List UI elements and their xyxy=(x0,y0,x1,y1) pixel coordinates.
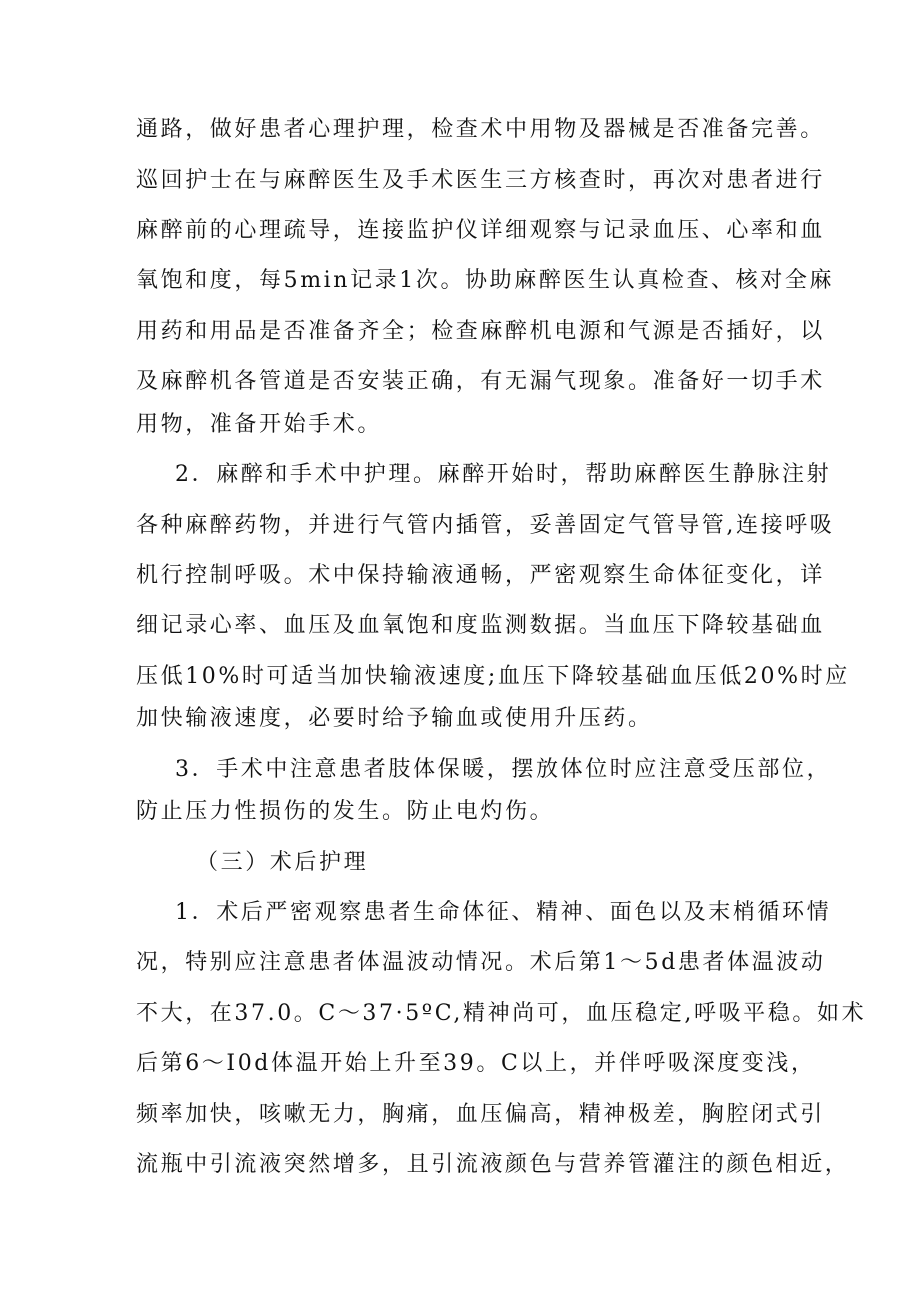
text-line-15: 防止压力性损伤的发生。防止电灼伤。 xyxy=(136,799,555,824)
text-line-3: 麻醉前的心理疏导，连接监护仪详细观察与记录血压、心率和血 xyxy=(136,218,825,243)
text-line-10: 机行控制呼吸。术中保持输液通畅，严密观察生命体征变化，详 xyxy=(136,563,825,588)
text-line-9: 各种麻醉药物，并进行气管内插管，妥善固定气管导管,连接呼吸 xyxy=(136,513,835,538)
text-line-11: 细记录心率、血压及血氧饱和度监测数据。当血压下降较基础血 xyxy=(136,613,825,638)
text-line-20: 后第6～I0d体温开始上升至39。C以上，并伴呼吸深度变浅， xyxy=(136,1051,816,1076)
section-heading: （三）术后护理 xyxy=(196,850,369,875)
text-line-5: 用药和用品是否准备齐全；检查麻醉机电源和气源是否插好，以 xyxy=(136,319,825,344)
text-line-13: 加快输液速度，必要时给予输血或使用升压药。 xyxy=(136,706,653,731)
text-line-4: 氧饱和度，每5min记录1次。协助麻醉医生认真检查、核对全麻 xyxy=(136,268,835,293)
text-line-19: 不大，在37.0。C～37·5ºC,精神尚可，血压稳定,呼吸平稳。如术 xyxy=(136,1001,867,1026)
text-line-2: 巡回护士在与麻醉医生及手术医生三方核查时，再次对患者进行 xyxy=(136,168,825,193)
text-line-7: 用物，准备开始手术。 xyxy=(136,412,383,437)
text-line-1: 通路，做好患者心理护理，检查术中用物及器械是否准备完善。 xyxy=(136,117,825,142)
paragraph-4-line-1: 1．术后严密观察患者生命体征、精神、面色以及末梢循环情 xyxy=(175,900,832,925)
text-line-18: 况，特别应注意患者体温波动情况。术后第1～5d患者体温波动 xyxy=(136,950,826,975)
text-line-21: 频率加快，咳嗽无力，胸痛，血压偏高，精神极差，胸腔闭式引 xyxy=(136,1102,825,1127)
paragraph-3-line-1: 3．手术中注意患者肢体保暖，摆放体位时应注意受压部位， xyxy=(175,757,832,782)
paragraph-2-line-1: 2．麻醉和手术中护理。麻醉开始时，帮助麻醉医生静脉注射 xyxy=(175,462,832,487)
text-line-6: 及麻醉机各管道是否安装正确，有无漏气现象。准备好一切手术 xyxy=(136,369,825,394)
text-line-12: 压低10%时可适当加快输液速度;血压下降较基础血压低20%时应 xyxy=(136,664,850,689)
text-line-22: 流瓶中引流液突然增多，且引流液颜色与营养管灌注的颜色相近， xyxy=(136,1152,850,1177)
